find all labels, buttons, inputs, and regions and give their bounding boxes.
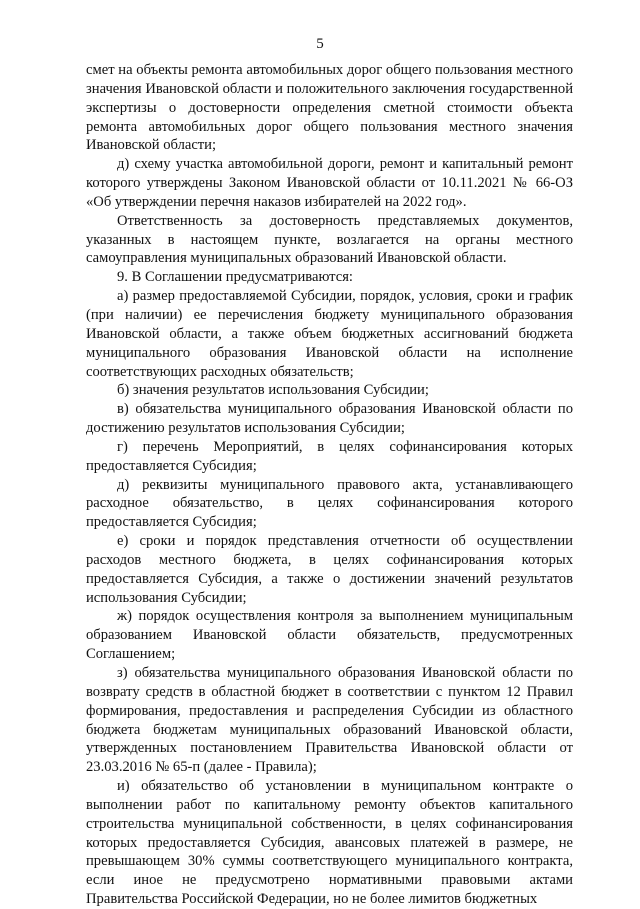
paragraph-item-d-road-scheme: д) схему участка автомобильной дороги, ремонт и капитальный ремонт которого утверждены Законом Ивановской области от 10.11.2021 № 66-ОЗ «Об утверждении перечня наказов избирателей на 2022 год».	[86, 156, 573, 210]
paragraph-item-a: а) размер предоставляемой Субсидии, порядок, условия, сроки и график (при наличии) ее перечисления бюджету муниципального образования Ивановской области, а также объем бюджетных ассигнований бюджета муниципального образования Ивановской области на исполнение соответствующих расходных обязательств;	[86, 288, 573, 380]
paragraph-estimates-continuation: смет на объекты ремонта автомобильных дорог общего пользования местного значения Ивановской области и положительного заключения государственной экспертизы о достоверности определения сметной стоимости объекта ремонта автомобильных дорог общего пользования местного значения Ивановской области;	[86, 62, 573, 154]
paragraph-item-zh: ж) порядок осуществления контроля за выполнением муниципальным образованием Ивановской области обязательств, предусмотренных Соглашением;	[86, 608, 573, 663]
paragraph-item-g: г) перечень Мероприятий, в целях софинансирования которых предоставляется Субсидия;	[86, 438, 573, 474]
paragraph-item-i: и) обязательство об установлении в муниципальном контракте о выполнении работ по капитальному ремонту объектов капитального строительства муниципальной собственности, в целях софинансирования которых предоставляется Субсидия, авансовых платежей в размере, не превышающем 30% суммы соответствующего муниципального контракта, если иное не предусмотрено нормативными правовыми актами Правительства Российской Федерации, но не более лимитов бюджетных	[86, 778, 573, 908]
document-body	[86, 61, 573, 909]
paragraph-item-v: в) обязательства муниципального образования Ивановской области по достижению результатов использования Субсидии;	[86, 401, 573, 437]
paragraph-item-b: б) значения результатов использования Субсидии;	[117, 382, 429, 399]
paragraph-responsibility: Ответственность за достоверность представляемых документов, указанных в настоящем пункте, возлагается на органы местного самоуправления муниципальных образований Ивановской области.	[86, 212, 573, 267]
page-number: 5	[316, 36, 324, 52]
paragraph-section-9: 9. В Соглашении предусматриваются:	[117, 269, 353, 286]
paragraph-item-d: д) реквизиты муниципального правового акта, устанавливающего расходное обязательство, в целях софинансирования которого предоставляется Субсидия;	[86, 476, 573, 531]
paragraph-item-e: е) сроки и порядок представления отчетности об осуществлении расходов местного бюджета, в целях софинансирования которых предоставляется Субсидия, а также о достижении значений результатов использования Субсидии;	[86, 533, 573, 606]
paragraph-item-z: з) обязательства муниципального образования Ивановской области по возврату средств в областной бюджет в соответствии с пунктом 12 Правил формирования, предоставления и распределения Субсидии из областного бюджета бюджетам муниципальных образований Ивановской области, утвержденных постановлением Правительства Ивановской области от 23.03.2016 № 65-п (далее - Правила);	[86, 665, 573, 776]
